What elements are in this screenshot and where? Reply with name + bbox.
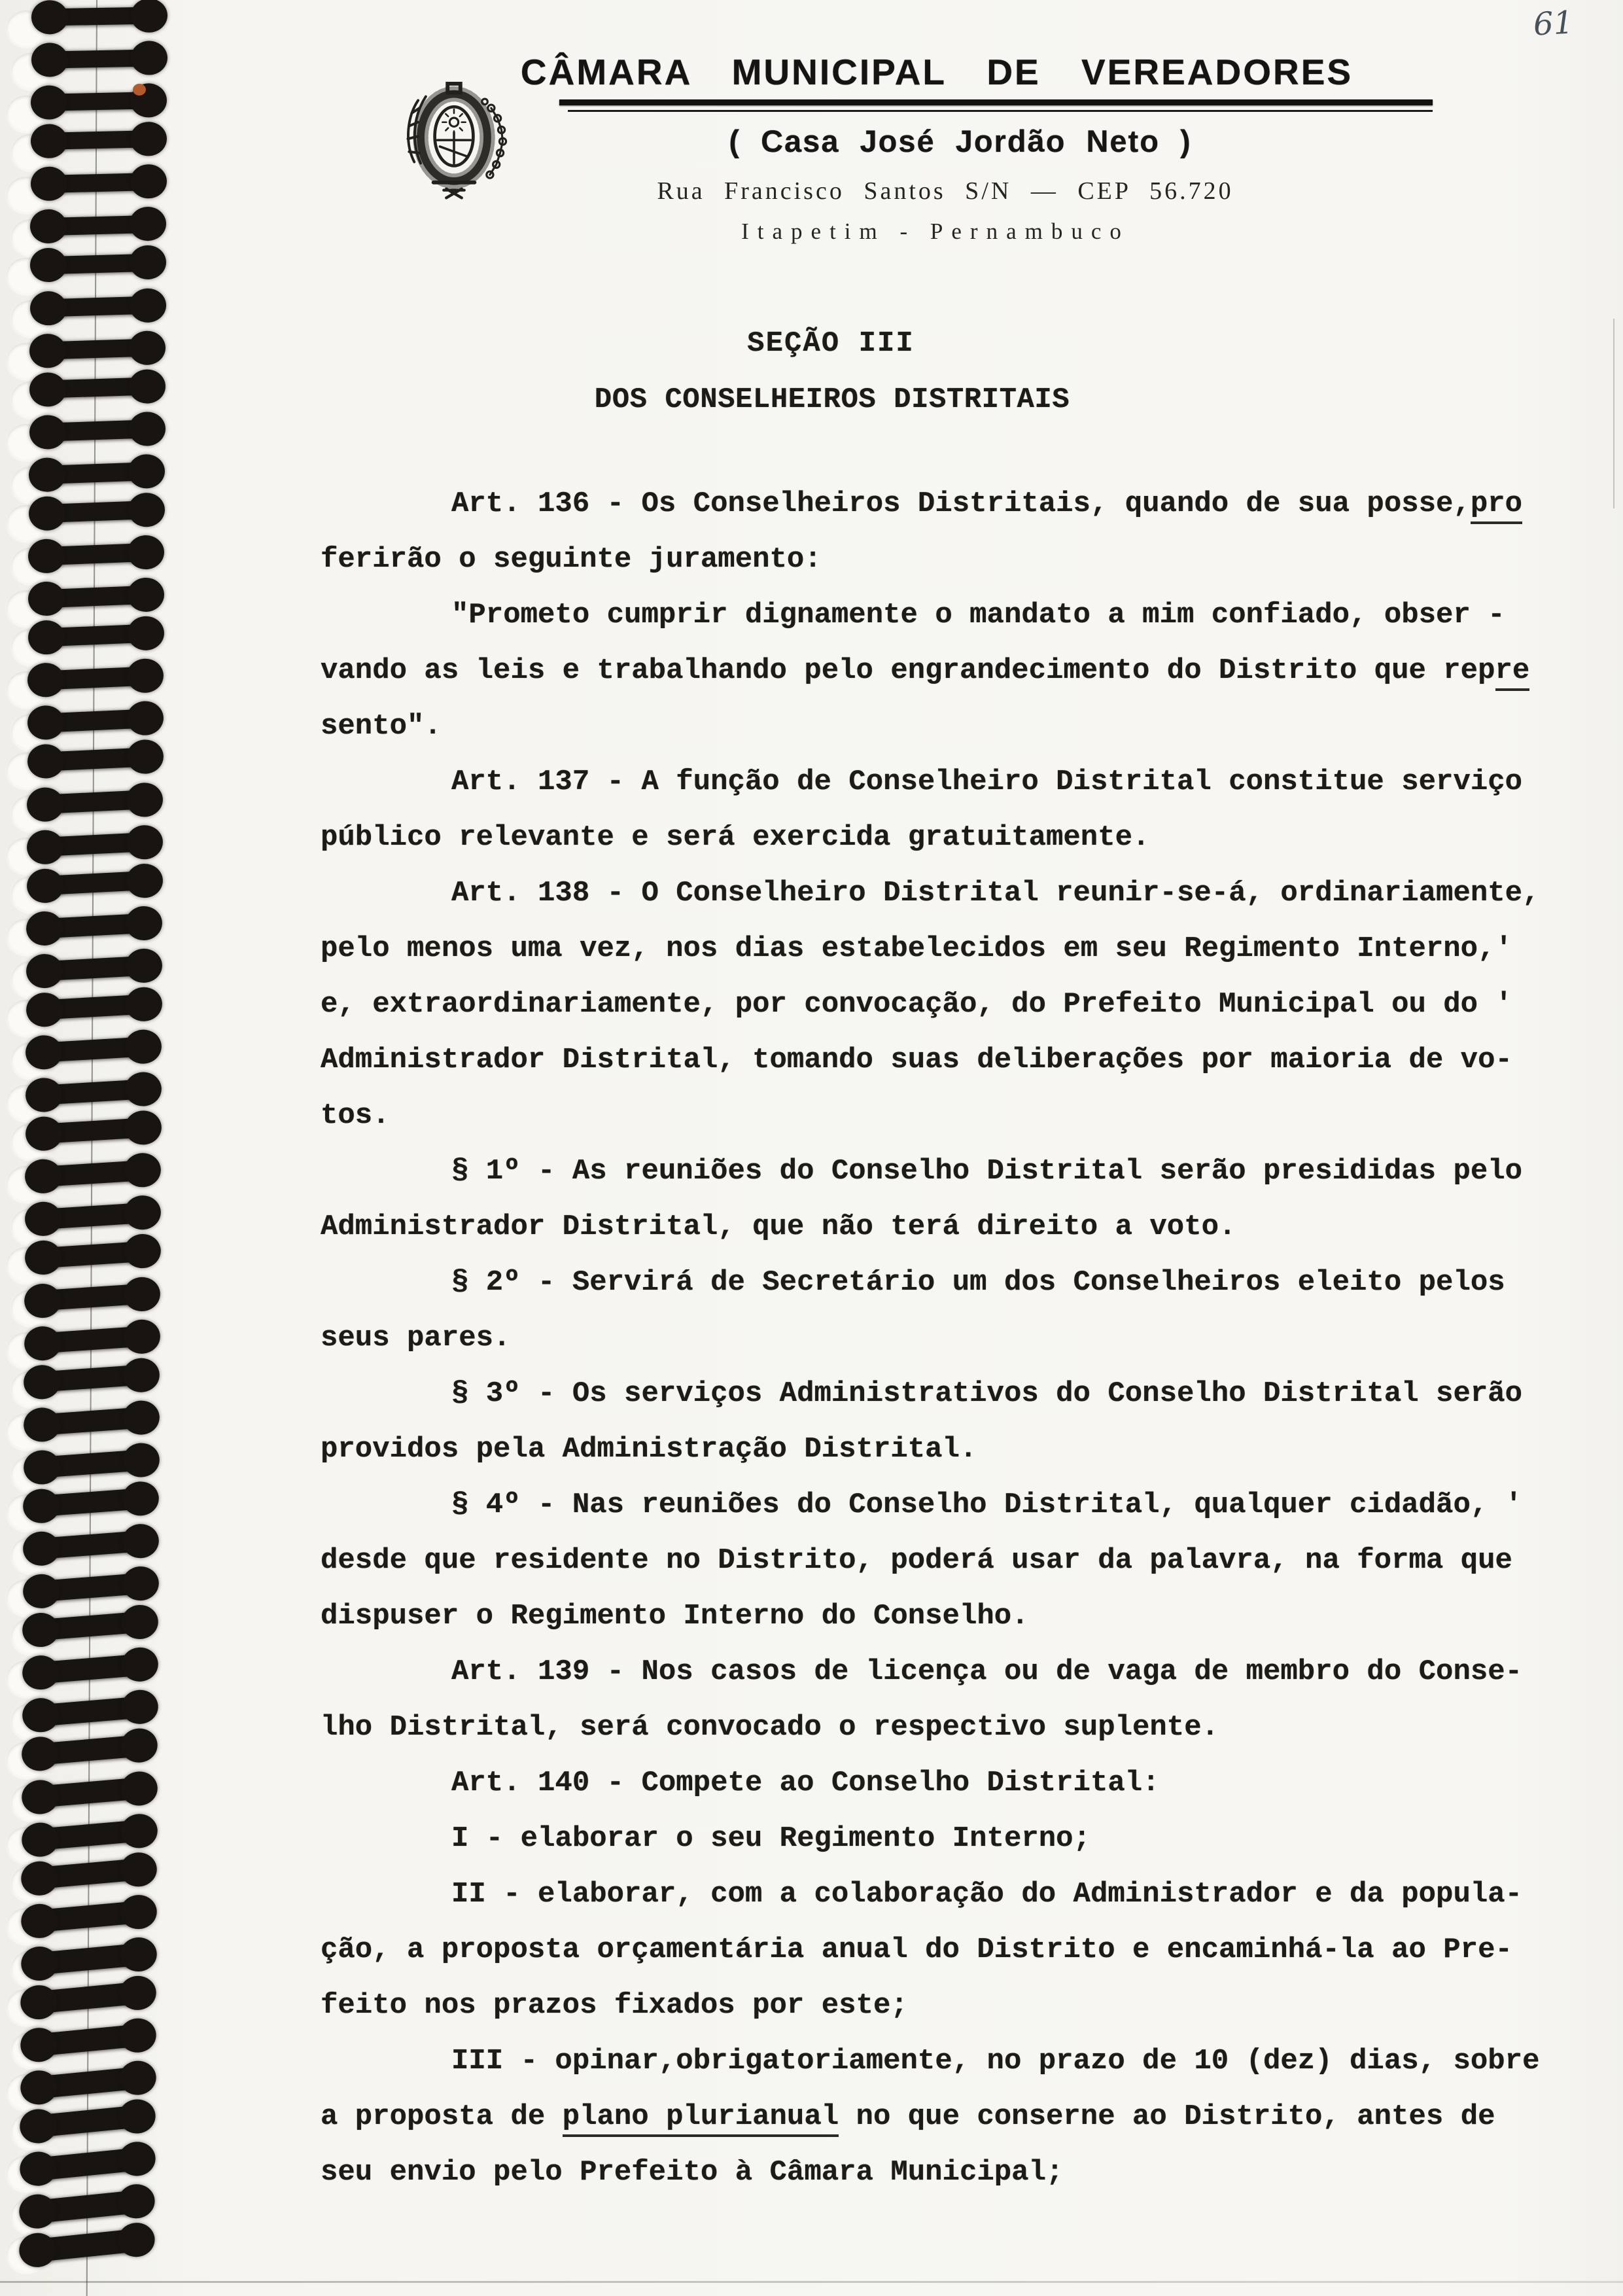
scan-artifact-line <box>1613 319 1614 508</box>
binding-loop <box>38 832 151 857</box>
binding-loop <box>37 1079 150 1105</box>
text-line: ção, a proposta orçamentária anual do Distrito e encaminhá-la ao Pre- <box>321 1934 1512 1966</box>
text-line: III - opinar,obrigatoriamente, no prazo de 10 (dez) dias, sobre <box>451 2045 1540 2077</box>
binding-loop <box>40 586 153 609</box>
binding-loop <box>34 1572 148 1602</box>
text-line: seu envio pelo Prefeito à Câmara Municipal; <box>321 2156 1064 2189</box>
binding-loop <box>41 462 154 484</box>
binding-loop <box>35 1407 148 1436</box>
text-line: ferirão o seguinte juramento: <box>321 543 822 576</box>
header-rule-thick <box>559 99 1433 105</box>
text-line: a proposta de plano plurianual no que conserne ao Distrito, antes de <box>321 2089 1544 2145</box>
binding-loop <box>37 1036 150 1063</box>
binding-loop <box>35 1449 148 1478</box>
text-line: Art. 137 - A função de Conselheiro Distrital constitue serviço <box>451 766 1523 798</box>
page-bottom-edge <box>0 2281 1623 2283</box>
text-line: Administrador Distrital, que não terá direito a voto. <box>321 1210 1236 1243</box>
binding-loop <box>41 419 154 441</box>
binding-loop <box>43 7 156 26</box>
text-line: § 2º - Servirá de Secretário um dos Conselheiros eleito pelos <box>451 1266 1505 1299</box>
header-address: Rua Francisco Santos S/N — CEP 56.720 <box>657 177 1234 205</box>
text-line: tos. <box>321 1099 390 1132</box>
binding-loop <box>35 1283 149 1311</box>
binding-loop <box>42 254 155 275</box>
binding-loop <box>39 709 152 732</box>
binding-loop <box>39 747 152 771</box>
text-line: seus pares. <box>321 1322 511 1354</box>
text-line: Art. 138 - O Conselheiro Distrital reunir-se-á, ordinariamente, <box>451 877 1540 910</box>
text-line: Administrador Distrital, tomando suas deliberações por maioria de vo- <box>321 1044 1512 1076</box>
binding-loop <box>39 624 152 647</box>
binding-loop <box>36 1203 150 1230</box>
document-body <box>321 476 1544 2200</box>
text-line: Art. 136 - Os Conselheiros Distritais, quando de sua posse,pro <box>321 476 1544 532</box>
text-line: § 4º - Nas reuniões do Conselho Distrital, qualquer cidadão, ' <box>451 1489 1523 1521</box>
underlined-text: re <box>1495 654 1530 691</box>
binding-loop <box>41 296 154 317</box>
section-title: SEÇÃO III <box>747 327 915 360</box>
section-subtitle: DOS CONSELHEIROS DISTRITAIS <box>594 383 1070 416</box>
binding-loop <box>37 994 150 1019</box>
text-line: § 1º - As reuniões do Conselho Distrital serão presididas pelo <box>451 1155 1523 1188</box>
binding-loop <box>37 955 150 981</box>
binding-loop <box>33 1735 147 1765</box>
binding-loop <box>34 1530 148 1560</box>
text-line: II - elaborar, com a colaboração do Administrador e da popula- <box>451 1878 1523 1911</box>
spiral-binding <box>0 0 196 2296</box>
text-line: I - elaborar o seu Regimento Interno; <box>451 1822 1091 1855</box>
header-title: CÂMARA MUNICIPAL DE VEREADORES <box>520 52 1353 92</box>
text-line: "Prometo cumprir dignamente o mandato a mim confiado, obser - <box>451 599 1505 631</box>
text-line: lho Distrital, será convocado o respectivo suplente. <box>321 1711 1219 1744</box>
red-ink-speck <box>133 84 146 96</box>
text-line: e, extraordinariamente, por convocação, do Prefeito Municipal ou do ' <box>321 988 1512 1021</box>
binding-loop <box>36 1241 150 1268</box>
municipal-seal-icon <box>390 80 518 211</box>
binding-loop <box>36 1160 150 1187</box>
binding-loop <box>34 1488 148 1517</box>
binding-loop <box>37 1118 150 1144</box>
page-number: 61 <box>1532 4 1575 43</box>
text-line: sento". <box>321 710 442 743</box>
text-line: vando as leis e trabalhando pelo engrandecimento do Distrito que repre <box>321 643 1544 699</box>
text-line: Art. 139 - Nos casos de licença ou de vaga de membro do Conse- <box>451 1655 1523 1688</box>
text-line: público relevante e será exercida gratuitamente. <box>321 821 1150 854</box>
binding-loop <box>40 543 153 566</box>
text-line: § 3º - Os serviços Administrativos do Conselho Distrital serão <box>451 1377 1523 1410</box>
text-line: desde que residente no Distrito, poderá usar da palavra, na forma que <box>321 1544 1512 1577</box>
binding-loop <box>43 130 156 150</box>
binding-loop <box>38 913 151 939</box>
header-city: Itapetim - Pernambuco <box>741 219 1130 244</box>
binding-loop <box>33 1611 147 1641</box>
header-rule-thin <box>568 110 1433 112</box>
text-line: providos pela Administração Distrital. <box>321 1433 977 1466</box>
binding-loop <box>39 790 152 814</box>
text-line: pelo menos uma vez, nos dias estabelecidos em seu Regimento Interno,' <box>321 932 1512 965</box>
text-line: dispuser o Regimento Interno do Conselho. <box>321 1600 1029 1633</box>
binding-loop <box>43 49 155 68</box>
binding-loop <box>35 1326 149 1354</box>
binding-loop <box>40 501 153 523</box>
underlined-text: pro <box>1471 487 1522 524</box>
binding-loop <box>35 1364 149 1392</box>
binding-loop <box>39 666 152 690</box>
binding-loop <box>42 173 155 193</box>
binding-loop <box>41 377 154 398</box>
text-line: Art. 140 - Compete ao Conselho Distrital: <box>451 1767 1160 1799</box>
text-line: feito nos prazos fixados por este; <box>321 1989 908 2022</box>
binding-loop <box>33 1653 147 1684</box>
header-subtitle: ( Casa José Jordão Neto ) <box>729 124 1192 158</box>
binding-loop <box>33 1696 147 1727</box>
binding-loop <box>42 215 155 236</box>
binding-loop <box>38 871 151 896</box>
underlined-text: plano plurianual <box>563 2100 839 2137</box>
binding-loop <box>41 338 154 359</box>
